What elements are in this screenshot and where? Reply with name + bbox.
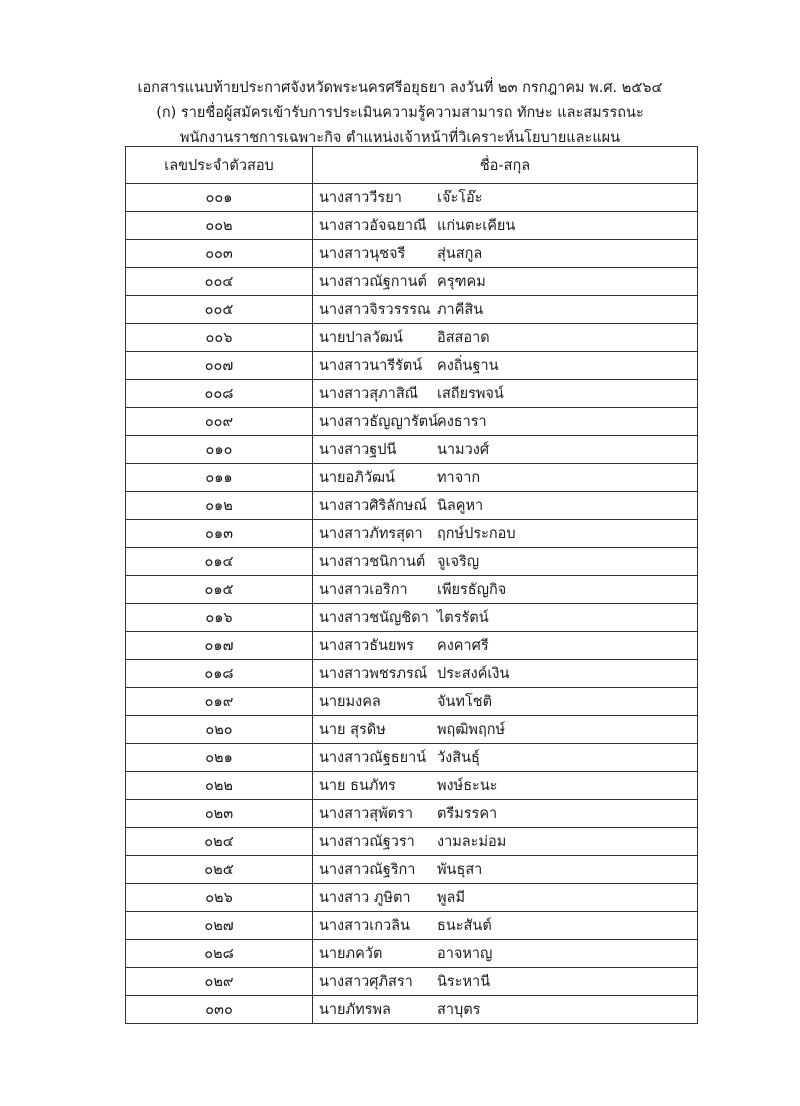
first-name: นายภัทรพล xyxy=(319,1002,391,1018)
first-name: นางสาวสุภาสิณี xyxy=(319,386,419,402)
candidate-table xyxy=(125,146,698,1024)
last-name: พฤฒิพฤกษ์ xyxy=(437,722,506,738)
full-name-cell xyxy=(313,688,698,716)
last-name: ตรีมรรคา xyxy=(437,806,498,822)
first-name: นางสาวพชรภรณ์ xyxy=(319,666,428,682)
table-row xyxy=(126,408,698,436)
last-name: สาบุตร xyxy=(437,1002,481,1018)
table-row xyxy=(126,492,698,520)
exam-id-cell: ๐๑๑ xyxy=(126,464,313,492)
exam-id-cell: ๐๒๖ xyxy=(126,884,313,912)
table-row xyxy=(126,940,698,968)
exam-id-cell: ๐๑๗ xyxy=(126,632,313,660)
last-name: อิสสอาด xyxy=(437,330,490,346)
exam-id-cell: ๐๐๑ xyxy=(126,184,313,212)
last-name: คงถิ่นฐาน xyxy=(437,358,499,374)
first-name: นางสาวธันยพร xyxy=(319,638,414,654)
last-name: คงคาศรี xyxy=(437,638,489,654)
last-name: จูเจริญ xyxy=(437,554,480,570)
full-name-cell xyxy=(313,436,698,464)
first-name: นางสาวสุพัตรา xyxy=(319,806,414,822)
full-name-cell xyxy=(313,268,698,296)
exam-id-cell: ๐๒๐ xyxy=(126,716,313,744)
exam-id-cell: ๐๐๗ xyxy=(126,352,313,380)
last-name: เสถียรพจน์ xyxy=(437,386,504,402)
exam-id-cell: ๐๓๐ xyxy=(126,996,313,1024)
first-name: นางสาวธัญญารัตน์ xyxy=(319,414,439,430)
full-name-cell xyxy=(313,464,698,492)
exam-id-cell: ๐๑๓ xyxy=(126,520,313,548)
table-header-row xyxy=(126,147,698,184)
last-name: อาจหาญ xyxy=(437,946,493,962)
first-name: นางสาวณัฐวรา xyxy=(319,834,415,850)
first-name: นางสาวจิรวรรรณ xyxy=(319,302,431,318)
document-title: เอกสารแนบท้ายประกาศจังหวัดพระนครศรีอยุธยา ลงวันที่ ๒๓ กรกฎาคม พ.ศ. ๒๕๖๔ xyxy=(137,80,663,96)
table-row xyxy=(126,968,698,996)
last-name: พูลมี xyxy=(437,890,466,906)
first-name: นางสาวศุภิสรา xyxy=(319,974,413,990)
table-row xyxy=(126,240,698,268)
full-name-cell xyxy=(313,548,698,576)
first-name: นางสาวนุชจรี xyxy=(319,246,406,262)
first-name: นางสาวณัฐริกา xyxy=(319,862,416,878)
table-row xyxy=(126,520,698,548)
table-row xyxy=(126,996,698,1024)
last-name: ครุฑคม xyxy=(437,274,486,290)
last-name: คงธารา xyxy=(437,414,487,430)
table-row xyxy=(126,912,698,940)
full-name-cell xyxy=(313,828,698,856)
last-name: พันธุสา xyxy=(437,862,483,878)
full-name-cell xyxy=(313,940,698,968)
first-name: นาย สุรดิษ xyxy=(319,722,386,738)
first-name: นางสาวณัฐกานต์ xyxy=(319,274,427,290)
exam-id-cell: ๐๑๒ xyxy=(126,492,313,520)
table-row xyxy=(126,828,698,856)
exam-id-cell: ๐๐๙ xyxy=(126,408,313,436)
table-row xyxy=(126,296,698,324)
first-name: นางสาวภัทรสุดา xyxy=(319,526,423,542)
full-name-cell xyxy=(313,856,698,884)
full-name-cell xyxy=(313,884,698,912)
first-name: นางสาวศิริลักษณ์ xyxy=(319,498,427,514)
first-name: นางสาวชนัญชิดา xyxy=(319,610,429,626)
table-row xyxy=(126,772,698,800)
first-name: นางสาววีรยา xyxy=(319,190,402,206)
table-row xyxy=(126,464,698,492)
exam-id-cell: ๐๑๘ xyxy=(126,660,313,688)
first-name: นาย ธนภัทร xyxy=(319,778,396,794)
first-name: นางสาวเอริกา xyxy=(319,582,408,598)
first-name: นายปาลวัฒน์ xyxy=(319,330,403,346)
table-row xyxy=(126,268,698,296)
first-name: นางสาวอัจฉยาณี xyxy=(319,218,427,234)
full-name-cell xyxy=(313,296,698,324)
table-body xyxy=(126,184,698,1024)
last-name: พงษ์ธะนะ xyxy=(437,778,498,794)
table-row xyxy=(126,800,698,828)
last-name: วังสินธุ์ xyxy=(437,750,480,766)
first-name: นางสาวชนิกานต์ xyxy=(319,554,426,570)
first-name: นางสาวณัฐธยาน์ xyxy=(319,750,427,766)
full-name-cell xyxy=(313,576,698,604)
full-name-cell xyxy=(313,996,698,1024)
exam-id-cell: ๐๒๔ xyxy=(126,828,313,856)
table-row xyxy=(126,324,698,352)
last-name: นามวงศ์ xyxy=(437,442,490,458)
table-row xyxy=(126,576,698,604)
table-row xyxy=(126,212,698,240)
exam-id-cell: ๐๒๒ xyxy=(126,772,313,800)
exam-id-cell: ๐๒๑ xyxy=(126,744,313,772)
last-name: แก่นตะเคียน xyxy=(437,218,516,234)
exam-id-cell: ๐๐๔ xyxy=(126,268,313,296)
exam-id-cell: ๐๒๗ xyxy=(126,912,313,940)
table-row xyxy=(126,436,698,464)
full-name-cell xyxy=(313,352,698,380)
table-row xyxy=(126,352,698,380)
table-row xyxy=(126,380,698,408)
position-title: พนักงานราชการเฉพาะกิจ ตำแหน่งเจ้าหน้าที่วิเคราะห์นโยบายและแผน xyxy=(179,130,621,146)
last-name: ทาจาก xyxy=(437,470,481,486)
last-name: ธนะสันต์ xyxy=(437,918,492,934)
exam-id-cell: ๐๐๓ xyxy=(126,240,313,268)
first-name: นางสาว ภูษิตา xyxy=(319,890,411,906)
exam-id-cell: ๐๐๒ xyxy=(126,212,313,240)
exam-id-cell: ๐๐๘ xyxy=(126,380,313,408)
full-name-cell xyxy=(313,324,698,352)
table-row xyxy=(126,548,698,576)
document-subtitle: (ก) รายชื่อผู้สมัครเข้ารับการประเมินความรู้ความสามารถ ทักษะ และสมรรถนะ xyxy=(156,105,644,121)
full-name-cell xyxy=(313,604,698,632)
last-name: นิลคูหา xyxy=(437,498,484,514)
table-row xyxy=(126,632,698,660)
table-row xyxy=(126,716,698,744)
exam-id-cell: ๐๒๙ xyxy=(126,968,313,996)
full-name-cell xyxy=(313,408,698,436)
full-name-cell xyxy=(313,492,698,520)
first-name: นางสาวเกวลิน xyxy=(319,918,410,934)
column-header-exam-id: เลขประจำตัวสอบ xyxy=(126,147,313,184)
full-name-cell xyxy=(313,212,698,240)
table-row xyxy=(126,184,698,212)
full-name-cell xyxy=(313,632,698,660)
exam-id-cell: ๐๑๔ xyxy=(126,548,313,576)
exam-id-cell: ๐๐๕ xyxy=(126,296,313,324)
last-name: สุ่นสกูล xyxy=(437,246,483,262)
last-name: ฤกษ์ประกอบ xyxy=(437,526,516,542)
exam-id-cell: ๐๑๖ xyxy=(126,604,313,632)
full-name-cell xyxy=(313,968,698,996)
last-name: นิระหานี xyxy=(437,974,491,990)
full-name-cell xyxy=(313,772,698,800)
full-name-cell xyxy=(313,912,698,940)
last-name: เพียรธัญกิจ xyxy=(437,582,507,598)
table-row xyxy=(126,856,698,884)
table-row xyxy=(126,884,698,912)
first-name: นายมงคล xyxy=(319,694,381,710)
full-name-cell xyxy=(313,380,698,408)
exam-id-cell: ๐๑๕ xyxy=(126,576,313,604)
table-row xyxy=(126,660,698,688)
last-name: ประสงค์เงิน xyxy=(437,666,510,682)
first-name: นางสาวฐปนี xyxy=(319,442,397,458)
document-header xyxy=(0,76,800,151)
full-name-cell xyxy=(313,520,698,548)
last-name: จันทโชติ xyxy=(437,694,493,710)
last-name: เจ๊ะโอ๊ะ xyxy=(437,190,483,206)
full-name-cell xyxy=(313,744,698,772)
full-name-cell xyxy=(313,184,698,212)
first-name: นางสาวนารีรัตน์ xyxy=(319,358,423,374)
exam-id-cell: ๐๒๓ xyxy=(126,800,313,828)
last-name: งามละม่อม xyxy=(437,834,507,850)
last-name: ภาคีสิน xyxy=(437,302,484,318)
exam-id-cell: ๐๒๕ xyxy=(126,856,313,884)
table-row xyxy=(126,688,698,716)
exam-id-cell: ๐๒๘ xyxy=(126,940,313,968)
full-name-cell xyxy=(313,716,698,744)
exam-id-cell: ๐๑๐ xyxy=(126,436,313,464)
first-name: นายภควัต xyxy=(319,946,383,962)
column-header-full-name: ชื่อ-สกุล xyxy=(313,147,698,184)
full-name-cell xyxy=(313,800,698,828)
table-row xyxy=(126,604,698,632)
full-name-cell xyxy=(313,240,698,268)
exam-id-cell: ๐๐๖ xyxy=(126,324,313,352)
last-name: ไตรรัตน์ xyxy=(437,610,489,626)
exam-id-cell: ๐๑๙ xyxy=(126,688,313,716)
first-name: นายอภิวัฒน์ xyxy=(319,470,395,486)
full-name-cell xyxy=(313,660,698,688)
table-row xyxy=(126,744,698,772)
